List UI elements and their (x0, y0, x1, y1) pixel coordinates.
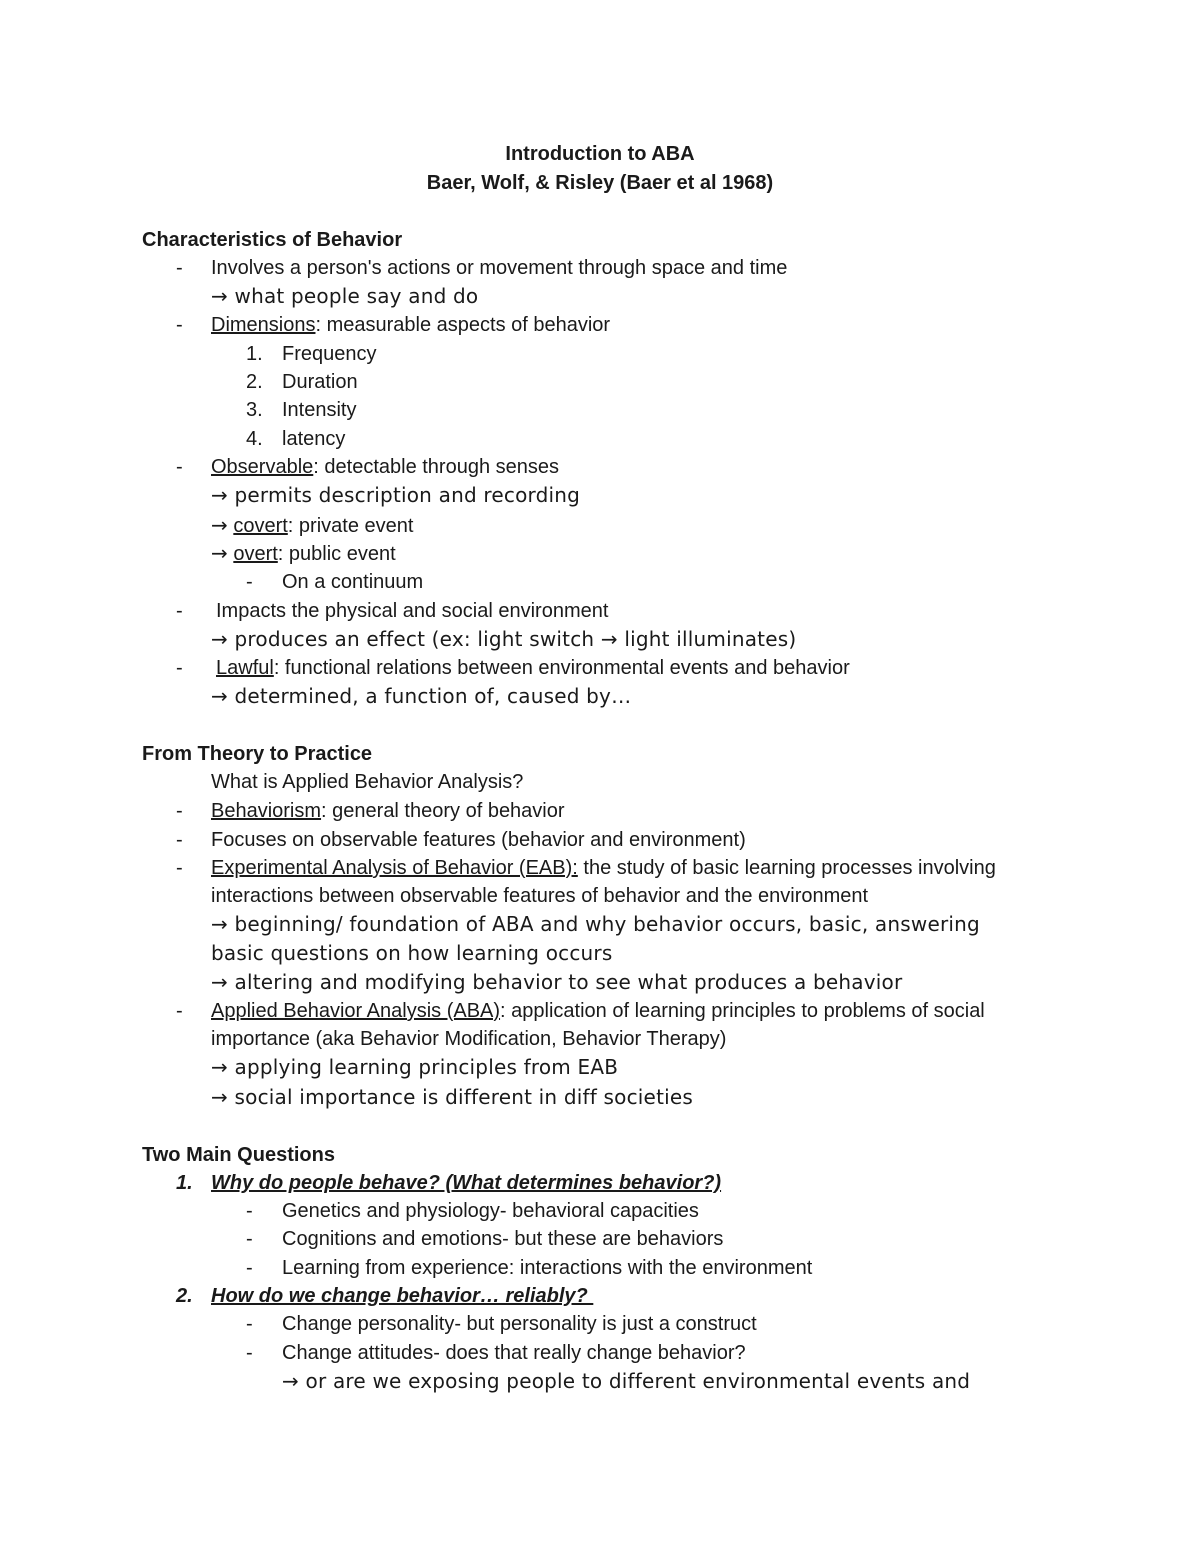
arrow-icon: → (211, 1055, 228, 1079)
list-item: Learning from experience: interactions with the environment (282, 1257, 813, 1279)
arrow-icon: → (211, 684, 228, 708)
bullet-dash: - (246, 1342, 253, 1364)
list-item-sub: On a continuum (282, 571, 424, 593)
list-item-sub: → permits description and recording (211, 483, 581, 507)
bullet-dash: - (176, 257, 183, 279)
list-item: Dimensions: measurable aspects of behavior (211, 314, 611, 336)
list-item-sub: → what people say and do (211, 284, 479, 308)
numbered-marker: 3. (246, 399, 263, 421)
bullet-dash: - (246, 1257, 253, 1279)
list-item: Change personality- but personality is just a construct (282, 1313, 757, 1335)
question-2: How do we change behavior… reliably? (211, 1285, 594, 1307)
list-item-continuation: importance (aka Behavior Modification, Behavior Therapy) (211, 1028, 727, 1050)
arrow-icon: → (211, 1085, 228, 1109)
list-item: Change attitudes- does that really change behavior? (282, 1342, 746, 1364)
numbered-marker: 4. (246, 428, 263, 450)
numbered-marker: 2. (176, 1285, 193, 1307)
list-item-sub: → determined, a function of, caused by… (211, 684, 632, 708)
arrow-icon: → (211, 627, 228, 651)
section-intro: What is Applied Behavior Analysis? (211, 771, 524, 793)
list-item-continuation: basic questions on how learning occurs (211, 941, 613, 965)
arrow-icon: → (211, 483, 228, 507)
list-item-sub: → social importance is different in diff societies (211, 1085, 693, 1109)
list-item-sub: → overt: public event (211, 541, 396, 565)
list-item: Applied Behavior Analysis (ABA): application of learning principles to problems of social (211, 1000, 985, 1022)
bullet-dash: - (246, 1200, 253, 1222)
section-heading-theory-practice: From Theory to Practice (142, 743, 373, 765)
list-item-sub: → applying learning principles from EAB (211, 1055, 619, 1079)
bullet-dash: - (246, 1228, 253, 1250)
dimension-item: latency (282, 428, 346, 450)
list-item-sub: → beginning/ foundation of ABA and why behavior occurs, basic, answering (211, 912, 980, 936)
list-item-sub: → covert: private event (211, 513, 414, 537)
list-item: Focuses on observable features (behavior and environment) (211, 829, 746, 851)
arrow-icon: → (211, 912, 228, 936)
arrow-icon: → (211, 284, 228, 308)
dimension-item: Duration (282, 371, 358, 393)
section-heading-two-questions: Two Main Questions (142, 1144, 335, 1166)
list-item: Impacts the physical and social environment (216, 600, 609, 622)
bullet-dash: - (176, 1000, 183, 1022)
doc-title: Introduction to ABA (505, 143, 695, 165)
bullet-dash: - (176, 456, 183, 478)
question-1: Why do people behave? (What determines behavior?) (211, 1172, 722, 1194)
arrow-icon: → (211, 513, 228, 537)
bullet-dash: - (176, 657, 183, 679)
numbered-marker: 2. (246, 371, 263, 393)
list-item-sub: → produces an effect (ex: light switch → light illuminates) (211, 627, 797, 651)
list-item: Behaviorism: general theory of behavior (211, 800, 565, 822)
arrow-icon: → (211, 541, 228, 565)
bullet-dash: - (246, 571, 253, 593)
arrow-icon: → (282, 1369, 299, 1393)
list-item: Lawful: functional relations between environmental events and behavior (216, 657, 850, 679)
arrow-icon: → (211, 970, 228, 994)
doc-subtitle: Baer, Wolf, & Risley (Baer et al 1968) (426, 172, 774, 194)
list-item: Genetics and physiology- behavioral capacities (282, 1200, 699, 1222)
bullet-dash: - (246, 1313, 253, 1335)
list-item: Cognitions and emotions- but these are behaviors (282, 1228, 724, 1250)
bullet-dash: - (176, 857, 183, 879)
list-item: Experimental Analysis of Behavior (EAB): the study of basic learning processes involving (211, 857, 996, 879)
list-item-sub: → altering and modifying behavior to see what produces a behavior (211, 970, 903, 994)
dimension-item: Intensity (282, 399, 357, 421)
dimension-item: Frequency (282, 343, 377, 365)
list-item: Involves a person's actions or movement through space and time (211, 257, 788, 279)
list-item-sub: → or are we exposing people to different environmental events and (282, 1369, 971, 1393)
numbered-marker: 1. (176, 1172, 193, 1194)
bullet-dash: - (176, 800, 183, 822)
list-item-continuation: interactions between observable features of behavior and the environment (211, 885, 869, 907)
bullet-dash: - (176, 600, 183, 622)
section-heading-characteristics: Characteristics of Behavior (142, 229, 403, 251)
bullet-dash: - (176, 829, 183, 851)
list-item: Observable: detectable through senses (211, 456, 560, 478)
numbered-marker: 1. (246, 343, 263, 365)
bullet-dash: - (176, 314, 183, 336)
